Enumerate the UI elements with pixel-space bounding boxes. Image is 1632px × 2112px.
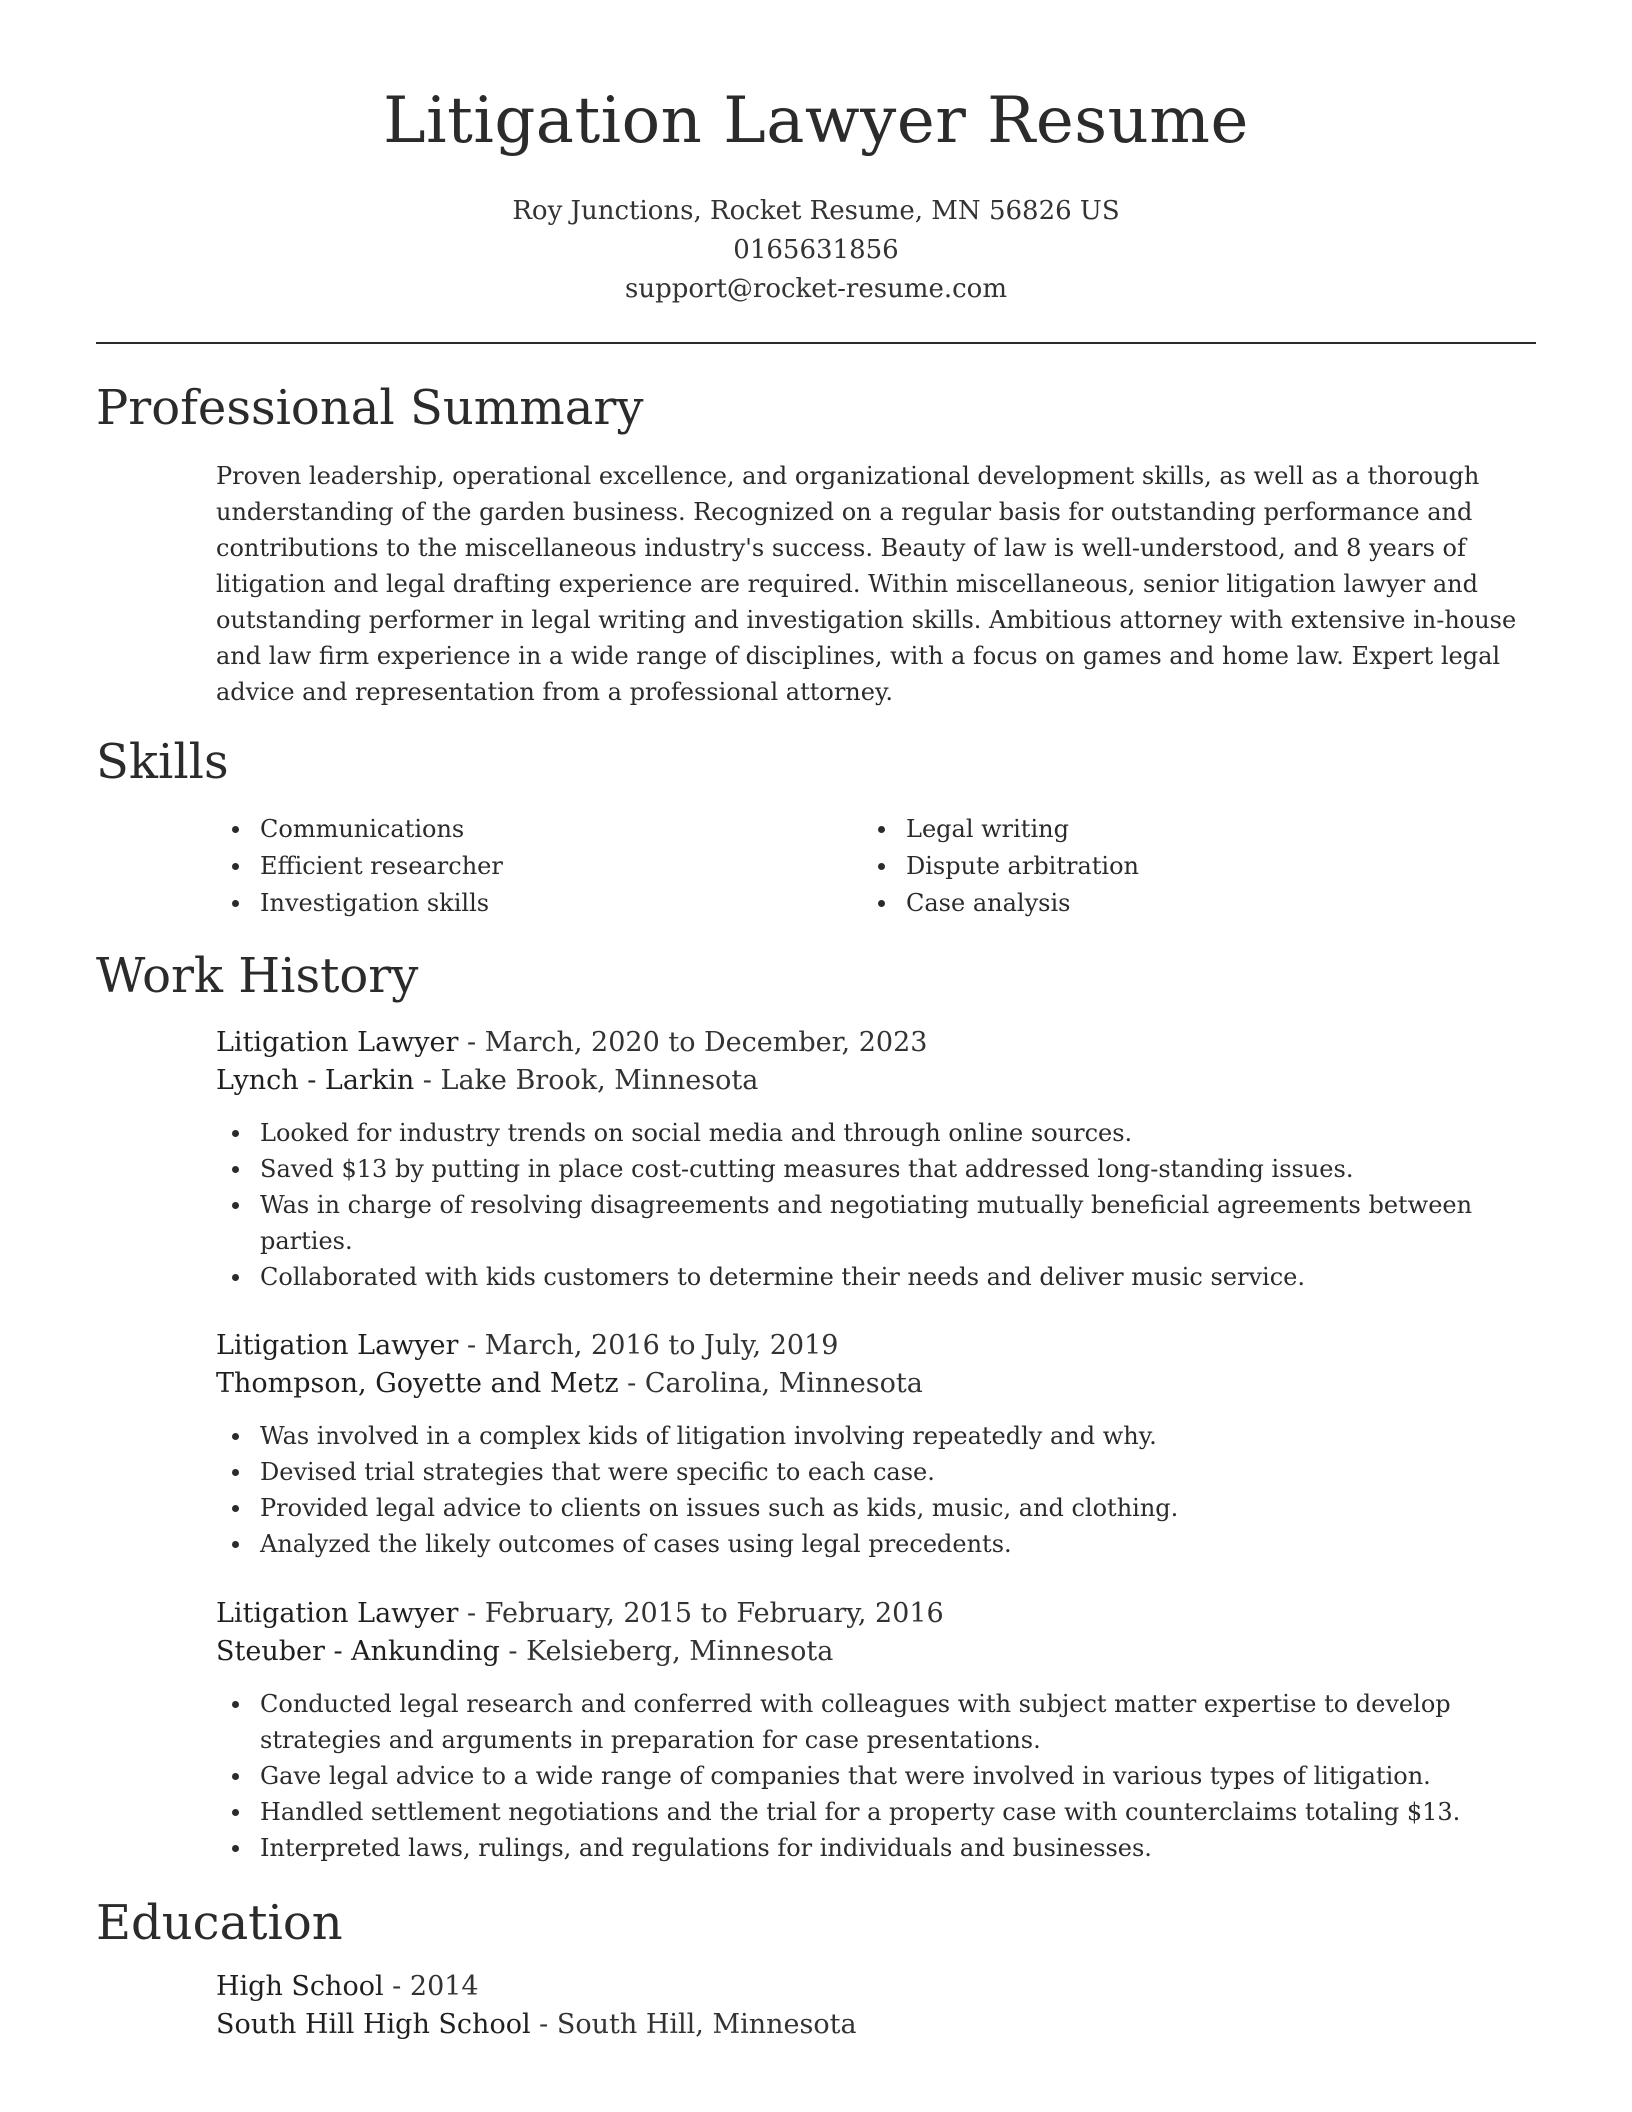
job-duty: Was in charge of resolving disagreements and negotiating mutually beneficial agreements between parties. [260, 1187, 1536, 1259]
contact-address: Roy Junctions, Rocket Resume, MN 56826 US [512, 196, 1120, 226]
job-duties-list [216, 1418, 1536, 1562]
separator: - [530, 2009, 557, 2040]
job-duties-list [216, 1686, 1536, 1866]
summary-heading: Professional Summary [96, 380, 644, 436]
separator: - [458, 1598, 485, 1629]
job-location: Kelsieberg, Minnesota [526, 1636, 834, 1667]
job-duty: Devised trial strategies that were specific to each case. [260, 1454, 1536, 1490]
skills-list-left [216, 811, 860, 922]
summary-section [216, 458, 1536, 710]
job-title: Litigation Lawyer [216, 1330, 459, 1361]
skill-item: Efficient researcher [260, 848, 860, 885]
job-location: Carolina, Minnesota [644, 1368, 923, 1399]
contact-block [96, 192, 1536, 309]
skill-item: Communications [260, 811, 860, 848]
education-school: South Hill High School [216, 2009, 531, 2040]
job-title-line [216, 1595, 1536, 1633]
job-company: Lynch - Larkin [216, 1065, 415, 1096]
job-duty: Interpreted laws, rulings, and regulations for individuals and businesses. [260, 1830, 1536, 1866]
education-school-line [216, 2006, 1536, 2044]
job-duty: Saved $13 by putting in place cost-cutting measures that addressed long-standing issues. [260, 1151, 1536, 1187]
separator: - [414, 1065, 441, 1096]
job-duty: Conducted legal research and conferred with colleagues with subject matter expertise to develop strategies and arguments in preparation for case presentations. [260, 1686, 1536, 1758]
job-dates: March, 2016 to July, 2019 [484, 1330, 839, 1361]
job-duty: Collaborated with kids customers to determine their needs and deliver music service. [260, 1259, 1536, 1295]
separator: - [383, 1971, 410, 2002]
job-title: Litigation Lawyer [216, 1027, 459, 1058]
job-entry [216, 1024, 1536, 1295]
skill-item: Dispute arbitration [906, 848, 1506, 885]
separator: - [458, 1330, 485, 1361]
separator: - [499, 1636, 527, 1667]
skills-section [216, 811, 1536, 931]
education-entry [216, 1968, 1536, 2044]
job-title-line [216, 1327, 1536, 1365]
job-entry [216, 1595, 1536, 1866]
skill-item: Investigation skills [260, 885, 860, 922]
job-duties-list [216, 1115, 1536, 1295]
summary-text: Proven leadership, operational excellence, and organizational development skills, as well as a thorough understanding of the garden business. Recognized on a regular basis for outstanding performance and contributions to the miscellaneous industry's success. Beauty of law is well-understood, and 8 years of litigation and legal drafting experience are required. Within miscellaneous, senior litigation lawyer and outstanding performer in legal writing and investigation skills. Ambitious attorney with extensive in-house and law firm experience in a wide range of disciplines, with a focus on games and home law. Expert legal advice and representation from a professional attorney. [216, 462, 1517, 706]
education-degree: High School [216, 1971, 384, 2002]
job-duty: Handled settlement negotiations and the trial for a property case with counterclaims totaling $13. [260, 1794, 1536, 1830]
job-duty: Was involved in a complex kids of litigation involving repeatedly and why. [260, 1418, 1536, 1454]
job-company: Thompson, Goyette and Metz [216, 1368, 619, 1399]
skill-item: Case analysis [906, 885, 1506, 922]
education-year: 2014 [409, 1971, 479, 2002]
education-heading: Education [96, 1895, 343, 1951]
job-duty: Looked for industry trends on social media and through online sources. [260, 1115, 1536, 1151]
job-dates: February, 2015 to February, 2016 [484, 1598, 944, 1629]
separator: - [618, 1368, 645, 1399]
job-company: Steuber - Ankunding [216, 1636, 500, 1667]
header-divider [96, 342, 1536, 344]
contact-email: support@rocket-resume.com [624, 274, 1007, 304]
job-entry [216, 1327, 1536, 1562]
job-title: Litigation Lawyer [216, 1598, 459, 1629]
contact-phone: 0165631856 [733, 235, 899, 265]
education-location: South Hill, Minnesota [556, 2009, 857, 2040]
job-dates: March, 2020 to December, 2023 [484, 1027, 928, 1058]
education-degree-line [216, 1968, 1536, 2006]
document-title: Litigation Lawyer Resume [383, 84, 1249, 158]
skill-item: Legal writing [906, 811, 1506, 848]
skills-list-right [862, 811, 1506, 922]
job-company-line [216, 1365, 1536, 1403]
work-history-heading: Work History [96, 948, 419, 1004]
job-title-line [216, 1024, 1536, 1062]
job-duty: Gave legal advice to a wide range of companies that were involved in various types of litigation. [260, 1758, 1536, 1794]
job-location: Lake Brook, Minnesota [440, 1065, 759, 1096]
separator: - [458, 1027, 485, 1058]
job-duty: Analyzed the likely outcomes of cases using legal precedents. [260, 1526, 1536, 1562]
job-company-line [216, 1633, 1536, 1671]
job-company-line [216, 1062, 1536, 1100]
skills-heading: Skills [96, 734, 229, 790]
job-duty: Provided legal advice to clients on issues such as kids, music, and clothing. [260, 1490, 1536, 1526]
